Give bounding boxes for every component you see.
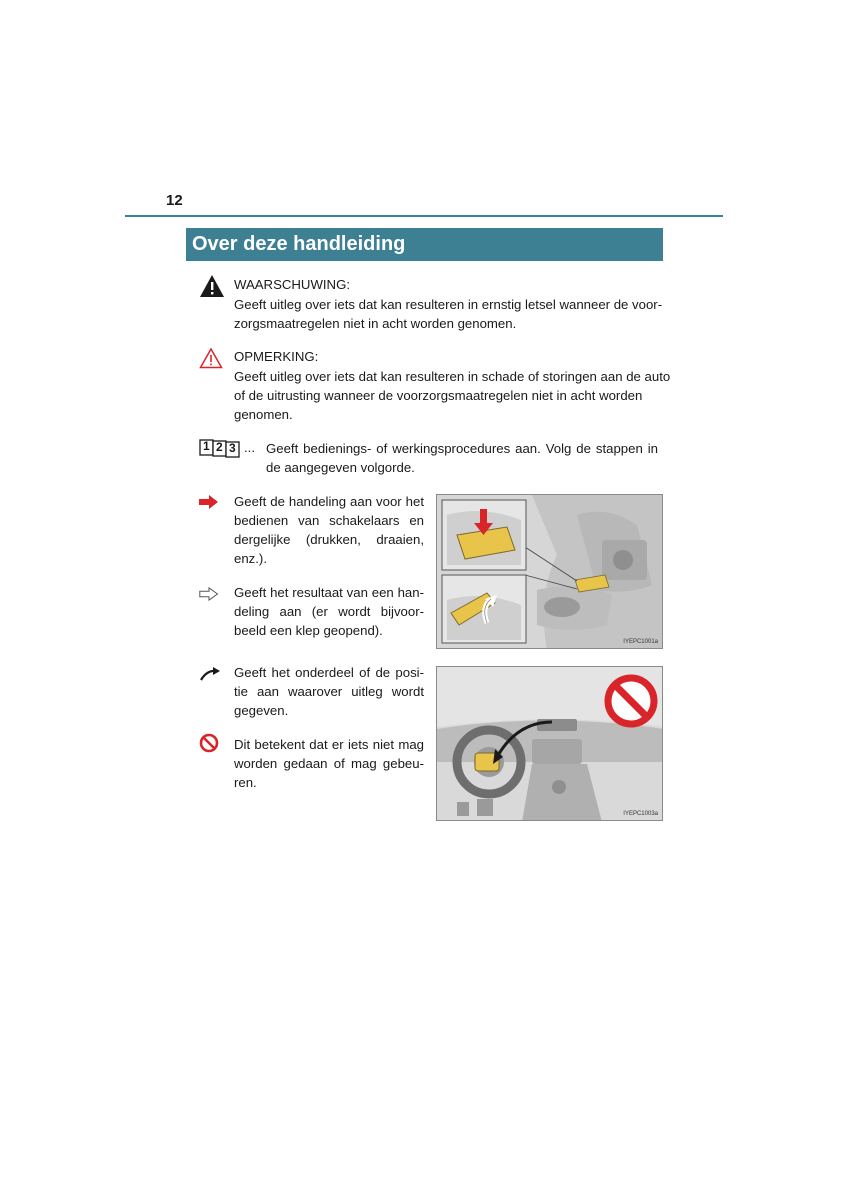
action-text-line-3: dergelijke (drukken, draaien, [234, 532, 424, 547]
warning-text-line-2: zorgsmaatregelen niet in acht worden genomen. [234, 316, 517, 331]
result-text-line-2: deling aan (er wordt bijvoor- [234, 604, 424, 619]
step-numbers-icon [199, 439, 247, 459]
section-title: Over deze handleiding [186, 228, 663, 261]
step-badge-2: 2 [216, 440, 223, 454]
notice-text-line-1: Geeft uitleg over iets dat kan resulteren in schade of storingen aan de auto [234, 369, 671, 384]
action-text-line-4: enz.). [234, 551, 267, 566]
outline-arrow-icon [199, 587, 219, 601]
dashboard-illustration [436, 666, 663, 821]
dashboard-drawing [437, 667, 663, 821]
steps-dots: ... [244, 440, 255, 455]
step-badge-1: 1 [203, 439, 210, 453]
component-text-line-1: Geeft het onderdeel of de posi- [234, 665, 424, 680]
steps-text-line-2: de aangegeven volgorde. [266, 460, 415, 475]
curved-pointer-icon [199, 666, 221, 682]
component-text-line-2: tie aan waarover uitleg wordt [234, 684, 424, 699]
notice-heading: OPMERKING: [234, 349, 319, 364]
header-rule [125, 215, 723, 217]
notice-text-line-2: of de uitrusting wanneer de voorzorgsmaatregelen niet in acht worden [234, 388, 643, 403]
prohibited-icon [199, 733, 219, 753]
warning-text-line-1: Geeft uitleg over iets dat kan resulteren in ernstig letsel wanneer de voor- [234, 297, 663, 312]
page-number: 12 [166, 192, 183, 209]
steps-text-line-1: Geeft bedienings- of werkingsprocedures aan. Volg de stappen in [266, 441, 658, 456]
component-text-line-3: gegeven. [234, 703, 289, 718]
step-badge-3: 3 [229, 441, 236, 455]
warning-heading: WAARSCHUWING: [234, 277, 350, 292]
prohibited-text-line-3: ren. [234, 775, 257, 790]
warning-triangle-filled-icon [199, 274, 225, 298]
warning-triangle-outline-icon [199, 347, 223, 369]
prohibited-text-line-2: worden gedaan of mag gebeu- [234, 756, 424, 771]
red-arrow-icon [199, 495, 219, 509]
result-text-line-1: Geeft het resultaat van een han- [234, 585, 424, 600]
notice-text-line-3: genomen. [234, 407, 293, 422]
console-drawing [437, 495, 663, 649]
prohibited-text-line-1: Dit betekent dat er iets niet mag [234, 737, 424, 752]
console-figure-caption: IYEPC1001a [623, 639, 658, 645]
action-text-line-2: bedienen van schakelaars en [234, 513, 424, 528]
console-illustration [436, 494, 663, 649]
action-text-line-1: Geeft de handeling aan voor het [234, 494, 424, 509]
dashboard-figure-caption: IYEPC1003a [623, 811, 658, 817]
result-text-line-3: beeld een klep geopend). [234, 623, 383, 638]
